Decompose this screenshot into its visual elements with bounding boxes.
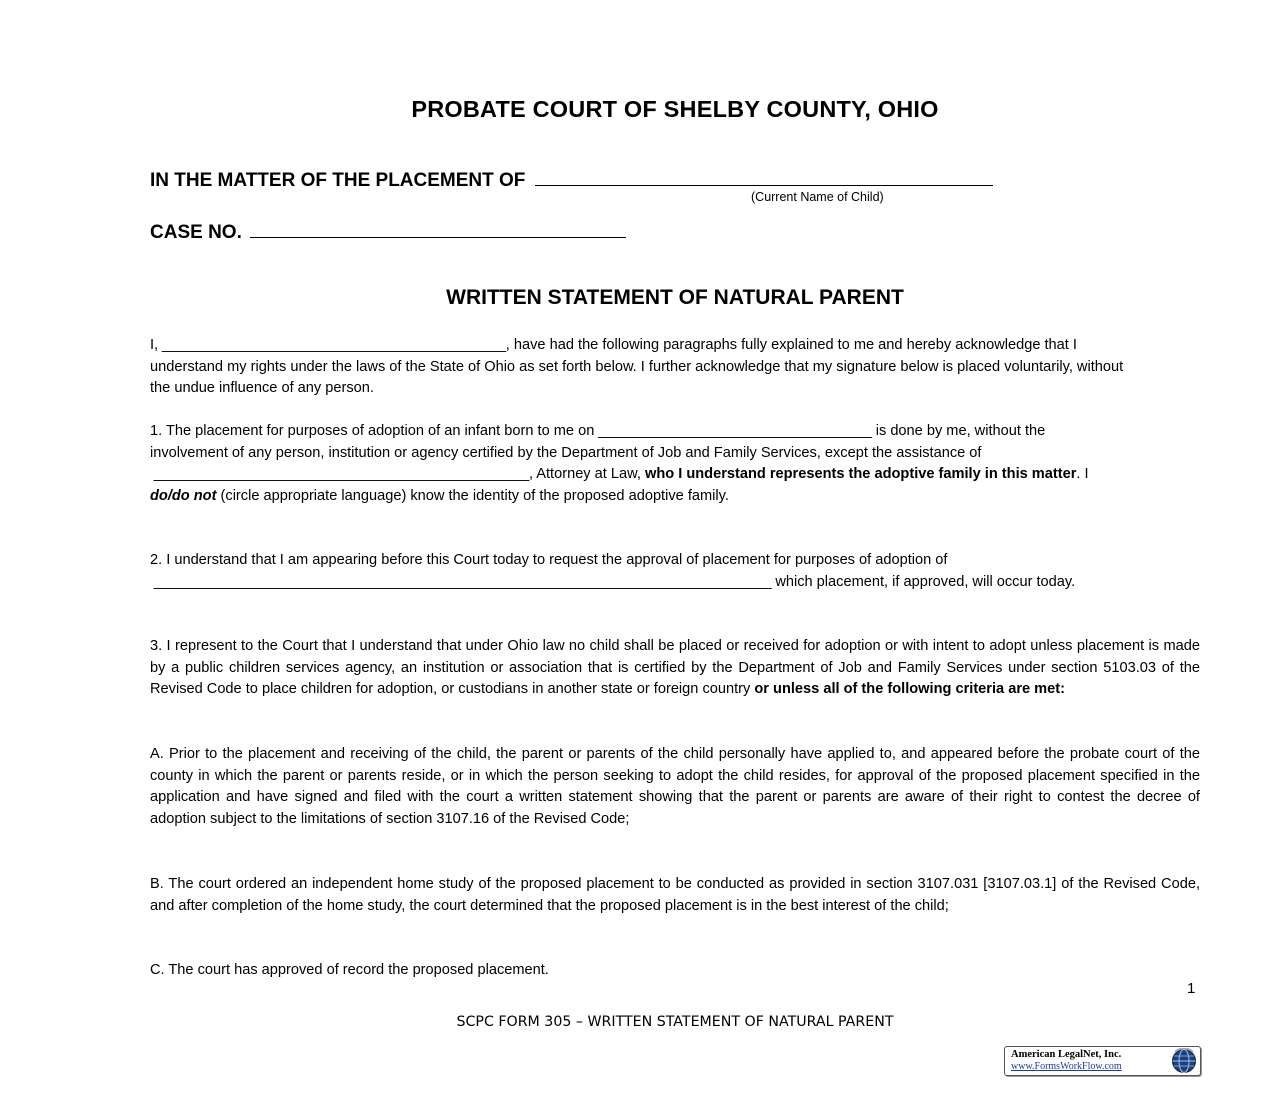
p1-mid: is done by me, without the involvement of any person, institution or agency certified by the Department of Job and Family Services, except the assistance of [150,423,1046,461]
case-line [150,222,626,244]
case-label: CASE NO. [150,222,242,243]
page-number: 1 [1187,980,1196,997]
intro-rest: , have had the following paragraphs fully explained to me and hereby acknowledge that I understand my rights under the laws of the State of Ohio as set forth below. I further acknowledge that my signature below is placed voluntarily, without the undue influence of any person. [150,337,1124,397]
child-name-blank [535,170,993,186]
p1-start: 1. The placement for purposes of adoption of an infant born to me on [150,423,595,439]
attorney-name-blank: ________________________________________________ [150,466,529,483]
matter-label: IN THE MATTER OF THE PLACEMENT OF [150,170,526,191]
form-title: WRITTEN STATEMENT OF NATURAL PARENT [446,286,904,309]
p2-end: which placement, if approved, will occur today. [775,573,1076,590]
p1-after-blank: , Attorney at Law, [528,466,641,483]
parent-name-blank: ____________________________________________ [158,337,506,353]
p1-after-bold: . I [1076,466,1089,483]
p1-end: (circle appropriate language) know the identity of the proposed adoptive family. [220,487,729,504]
p2-start: 2. I understand that I am appearing before this Court today to request the approval of placement for purposes of adoption of [150,552,948,568]
paragraph-2 [150,550,1125,593]
badge-url[interactable]: www.FormsWorkFlow.com [1011,1061,1122,1072]
paragraph-3 [150,636,1200,701]
matter-line [150,170,993,192]
child-name-caption: (Current Name of Child) [751,190,884,204]
case-number-blank [250,222,626,238]
badge-company: American LegalNet, Inc. [1011,1049,1122,1060]
form-footer-label: SCPC FORM 305 – WRITTEN STATEMENT OF NATURAL PARENT [456,1014,894,1030]
p1-bold: who I understand represents the adoptive family in this matter [644,466,1077,483]
p3-text: 3. I represent to the Court that I understand that under Ohio law no child shall be placed or received for adoption or with intent to adopt unless placement is made by a public children services agency, an institution or association that is certified by the Department of Job and Family Services under section 5103.03 of the Revised Code to place children for adoption, or custodians in another state or foreign country [150,638,1200,698]
paragraph-b: B. The court ordered an independent home study of the proposed placement to be conducted as provided in section 3107.031 [3107.03.1] of the Revised Code, and after completion of the home study, the court determined that the proposed placement is in the best interest of the child; [150,876,1200,914]
globe-icon [1171,1048,1197,1074]
birth-date-blank: ___________________________________ [594,423,872,439]
p3-bold: or unless all of the following criteria are met: [754,681,1065,698]
legalnet-badge[interactable] [1004,1046,1201,1076]
intro-start: I, [150,337,159,353]
do-do-not-choice: do/do not [150,487,217,504]
child-adoption-blank: _______________________________________________________________________________ [150,573,772,590]
court-title: PROBATE COURT OF SHELBY COUNTY, OHIO [411,96,939,122]
paragraph-c: C. The court has approved of record the proposed placement. [150,962,549,978]
paragraph-1 [150,421,1125,507]
paragraph-a: A. Prior to the placement and receiving of the child, the parent or parents of the child personally have applied to, and appeared before the probate court of the county in which the parent or parents reside, or in which the person seeking to adopt the child resides, for approval of the proposed placement specified in the application and have signed and filed with the court a written statement showing that the parent or parents are aware of their right to contest the decree of adoption subject to the limitations of section 3107.16 of the Revised Code; [150,746,1200,827]
intro-paragraph [150,335,1125,400]
